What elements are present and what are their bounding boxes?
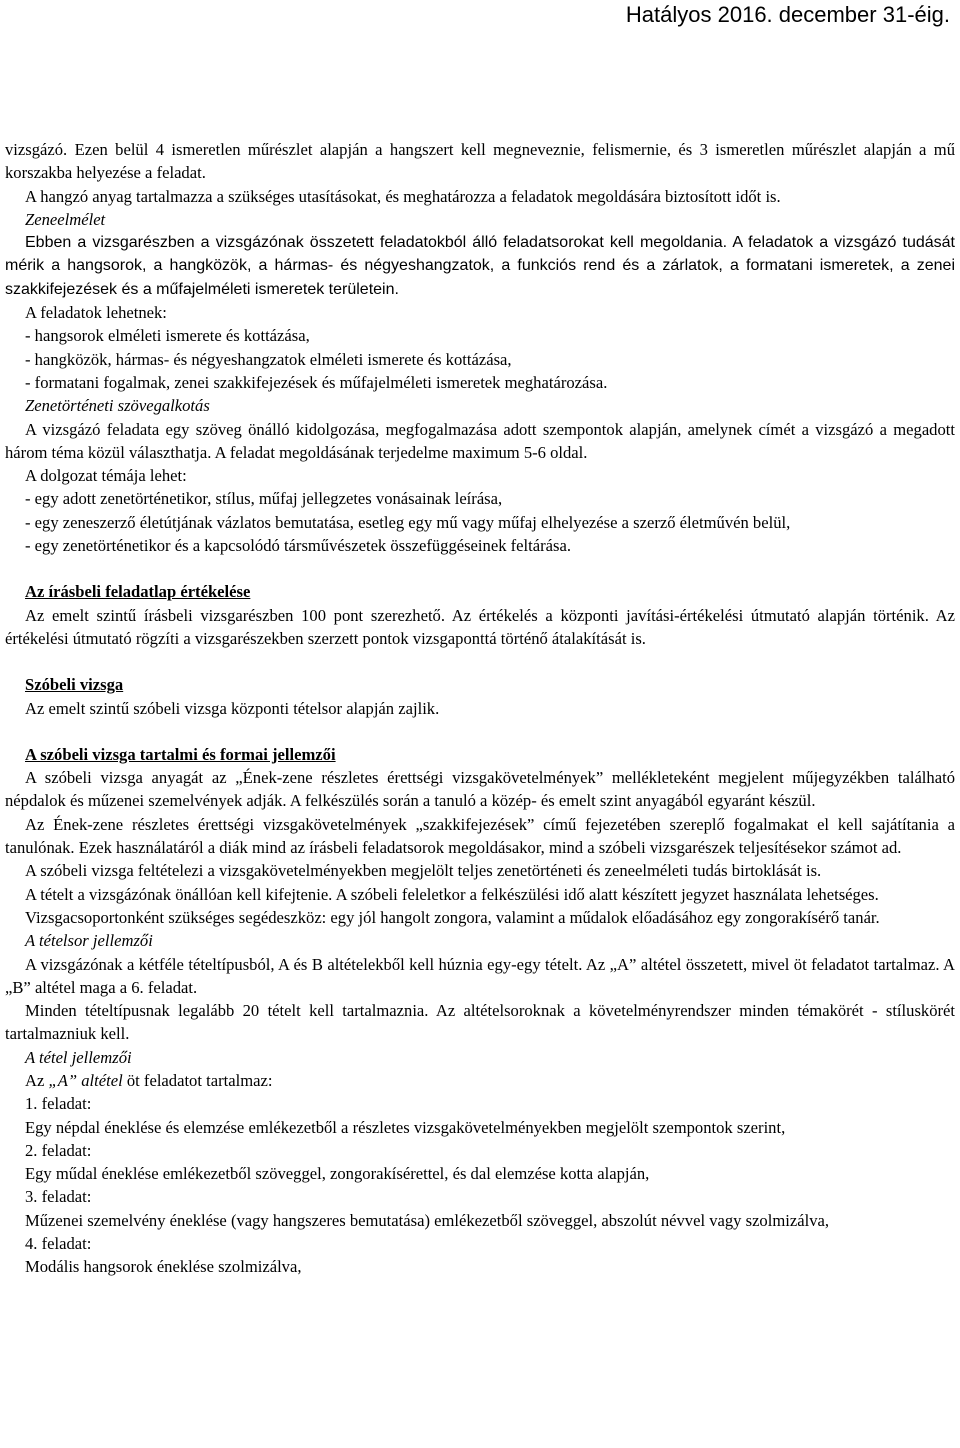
- paragraph: Vizsgacsoportonként szükséges segédeszköz: egy jól hangolt zongora, valamint a műdalok előadásához egy zongorakísérő tanár.: [25, 907, 880, 927]
- list-item: - hangsorok elméleti ismerete és kottázása,: [25, 326, 310, 346]
- section-heading: A tétel jellemzői: [25, 1047, 132, 1067]
- paragraph: A feladatok lehetnek:: [25, 303, 167, 323]
- paragraph: A hangzó anyag tartalmazza a szükséges utasításokat, és meghatározza a feladatok megoldására biztosított időt is.: [25, 186, 781, 206]
- paragraph: vizsgázó. Ezen belül 4 ismeretlen műrészlet alapján a hangszert kell megneveznie, felismernie, és 3 ismeretlen műrészlet alapján a mű korszakba helyezése a feladat.: [5, 140, 955, 183]
- text-run: Az: [25, 1070, 49, 1090]
- task-text: Műzenei szemelvény éneklése (vagy hangszeres bemutatása) emlékezetből szöveggel, abszolút névvel vagy szolmizálva,: [25, 1210, 830, 1230]
- section-heading: A szóbeli vizsga tartalmi és formai jellemzői: [25, 744, 336, 764]
- section-heading: Szóbeli vizsga: [25, 675, 124, 695]
- paragraph: Az emelt szintű írásbeli vizsgarészben 100 pont szerezhető. Az értékelés a központi javítási-értékelési útmutató alapján történik. Az értékelési útmutató rögzíti a vizsgarészekben szerzett pontok vizsgaponttá történő átalakítását is.: [5, 605, 955, 648]
- paragraph: Minden tételtípusnak legalább 20 tételt kell tartalmaznia. Az altételsoroknak a követelményrendszer minden témakörét - stíluskörét tartalmazniuk kell.: [5, 1001, 955, 1044]
- list-item: - egy zenetörténetikor és a kapcsolódó társművészetek összefüggéseinek feltárása.: [25, 536, 571, 556]
- paragraph: A szóbeli vizsga feltételezi a vizsgakövetelményekben megjelölt teljes zenetörténeti és zeneelméleti tudás birtoklását is.: [25, 861, 822, 881]
- task-text: Egy műdal éneklése emlékezetből szöveggel, zongorakísérettel, és dal elemzése kotta alapján,: [25, 1164, 650, 1184]
- paragraph: A vizsgázó feladata egy szöveg önálló kidolgozása, megfogalmazása adott szempontok alapján, amelynek címét a vizsgázó a megadott három téma közül választhatja. A feladat megoldásának terjedelme maximum 5-6 oldal.: [5, 419, 955, 462]
- list-item: - hangközök, hármas- és négyeshangzatok elméleti ismerete és kottázása,: [25, 349, 512, 369]
- paragraph: Az Ének-zene részletes érettségi vizsgakövetelmények „szakkifejezések” című fejezetében szereplő fogalmakat el kell sajátítania a tanulónak. Ezek használatáról a diák mind az írásbeli feladatsorok megoldásakor, mind a szóbeli vizsgarészek teljesítésekor számot ad.: [5, 814, 955, 858]
- text-run: „A” altétel: [48, 1070, 123, 1090]
- section-heading: A tételsor jellemzői: [25, 931, 153, 951]
- task-label: 1. feladat:: [25, 1094, 92, 1114]
- paragraph: A vizsgázónak a kétféle tételtípusból, A és B altételekből kell húznia egy-egy tételt. Az „A” altétel összetett, mivel öt feladatot tartalmaz. A „B” altétel maga a 6. feladat.: [5, 954, 955, 997]
- list-item: - formatani fogalmak, zenei szakkifejezések és műfajelméleti ismeretek meghatározása.: [25, 372, 608, 392]
- page-header: Hatályos 2016. december 31-éig.: [625, 2, 950, 27]
- paragraph: [5, 1069, 955, 1092]
- paragraph: A tételt a vizsgázónak önállóan kell kifejtenie. A szóbeli feleletkor a felkészülési idő alatt készített jegyzet használata lehetséges.: [25, 884, 879, 904]
- task-label: 4. feladat:: [25, 1234, 92, 1254]
- task-label: 3. feladat:: [25, 1187, 92, 1207]
- text-run: öt feladatot tartalmaz:: [122, 1070, 273, 1090]
- task-text: Modális hangsorok éneklése szolmizálva,: [25, 1257, 302, 1277]
- list-item: - egy zeneszerző életútjának vázlatos bemutatása, esetleg egy mű vagy műfaj elhelyezése a szerző életművén belül,: [25, 512, 791, 532]
- section-heading: Zenetörténeti szövegalkotás: [25, 396, 210, 416]
- paragraph: A dolgozat témája lehet:: [25, 466, 187, 486]
- list-item: - egy adott zenetörténetikor, stílus, műfaj jellegzetes vonásainak leírása,: [25, 489, 503, 509]
- paragraph: Az emelt szintű szóbeli vizsga központi tételsor alapján zajlik.: [25, 698, 440, 718]
- paragraph: A szóbeli vizsga anyagát az „Ének-zene részletes érettségi vizsgakövetelmények” mellékleteként megjelent műjegyzékben található népdalok és műzenei szemelvények adják. A felkészülés során a tanuló a közép- és emelt szint anyagából egyaránt készül.: [5, 768, 955, 811]
- document-body: [5, 138, 955, 1279]
- section-heading: Zeneelmélet: [25, 209, 106, 229]
- task-label: 2. feladat:: [25, 1140, 92, 1160]
- task-text: Egy népdal éneklése és elemzése emlékezetből a részletes vizsgakövetelményekben megjelölt szempontok szerint,: [25, 1117, 786, 1137]
- paragraph: Ebben a vizsgarészben a vizsgázónak összetett feladatokból álló feladatsorokat kell megoldania. A feladatok a vizsgázó tudását mérik a hangsorok, a hangközök, a hármas- és négyeshangzatok, a funkciós rend és a zárlatok, a formatani ismeretek, a zenei szakkifejezések és a műfajelméleti ismeretek területein.: [5, 234, 955, 298]
- section-heading: Az írásbeli feladatlap értékelése: [25, 582, 251, 602]
